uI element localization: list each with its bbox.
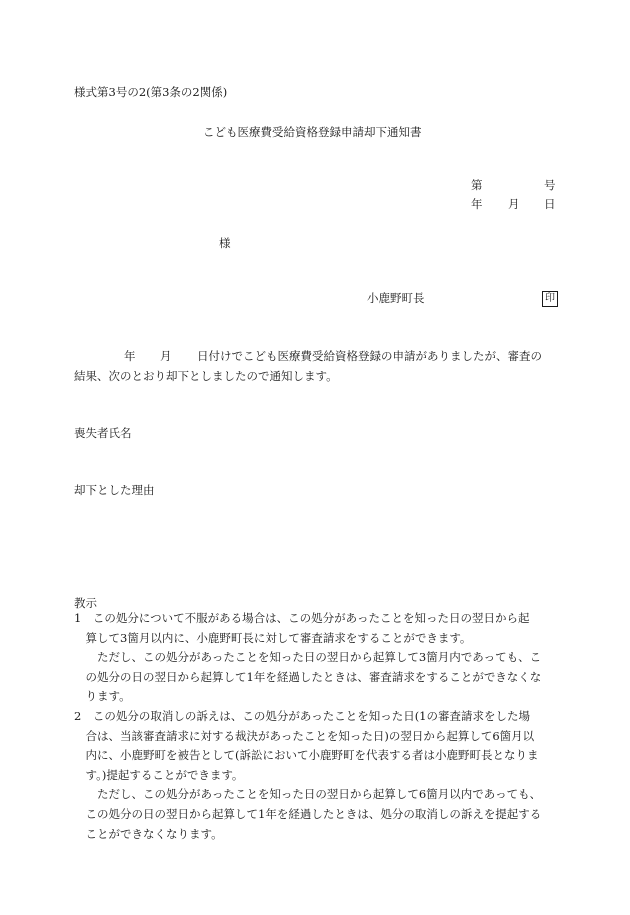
body-year: 年 xyxy=(124,349,136,363)
rejection-reason-label: 却下とした理由 xyxy=(74,483,155,497)
instruction-line: ります。 xyxy=(85,689,131,704)
deceased-name-label: 喪失者氏名 xyxy=(74,426,132,440)
instruction-line: す。)提起することができます。 xyxy=(85,767,244,782)
body-text-line2: 結果、次のとおり却下としましたので通知します。 xyxy=(74,369,338,383)
instruction-item-1 xyxy=(74,609,558,707)
form-number: 様式第3号の2(第3条の2関係) xyxy=(74,85,228,99)
body-month: 月 xyxy=(160,349,172,363)
date-month: 月 xyxy=(508,197,520,211)
instruction-line: ただし、この処分があったことを知った日の翌日から起算して3箇月内であっても、こ xyxy=(97,650,542,665)
instruction-line: の処分の日の翌日から起算して1年を経過したときは、審査請求をすることができなくな xyxy=(85,669,542,684)
instruction-heading: 教示 xyxy=(74,596,97,610)
number-suffix: 号 xyxy=(544,178,556,192)
instruction-line: 合は、当該審査請求に対する裁決があったことを知った日)の翌日から起算して6箇月以 xyxy=(85,728,535,743)
instruction-line: 2 この処分の取消しの訴えは、この処分があったことを知った日(1の審査請求をした場 xyxy=(74,709,531,723)
instruction-line: この処分の日の翌日から起算して1年を経過したときは、処分の取消しの訴えを提起する xyxy=(85,806,542,821)
instruction-line: ただし、この処分があったことを知った日の翌日から起算して6箇月以内であっても、 xyxy=(97,787,542,802)
number-prefix: 第 xyxy=(471,178,483,192)
instruction-line: ことができなくなります。 xyxy=(85,826,223,841)
document-title: こども医療費受給資格登録申請却下通知書 xyxy=(203,125,422,139)
instruction-line: 算して3箇月以内に、小鹿野町長に対して審査請求をすることができます。 xyxy=(85,630,472,645)
date-year: 年 xyxy=(471,197,483,211)
addressee-honorific: 様 xyxy=(219,236,231,250)
date-day: 日 xyxy=(544,197,556,211)
instruction-item-2 xyxy=(74,707,558,844)
instruction-line: 1 この処分について不服がある場合は、この処分があったことを知った日の翌日から起 xyxy=(74,611,530,625)
seal-mark: 印 xyxy=(542,291,558,307)
instruction-line: 内に、小鹿野町を被告として(訴訟において小鹿野町を代表する者は小鹿野町長となりま xyxy=(85,748,539,763)
body-text-line1: 日付けでこども医療費受給資格登録の申請がありましたが、審査の xyxy=(197,349,542,363)
issuer-name: 小鹿野町長 xyxy=(367,291,425,305)
